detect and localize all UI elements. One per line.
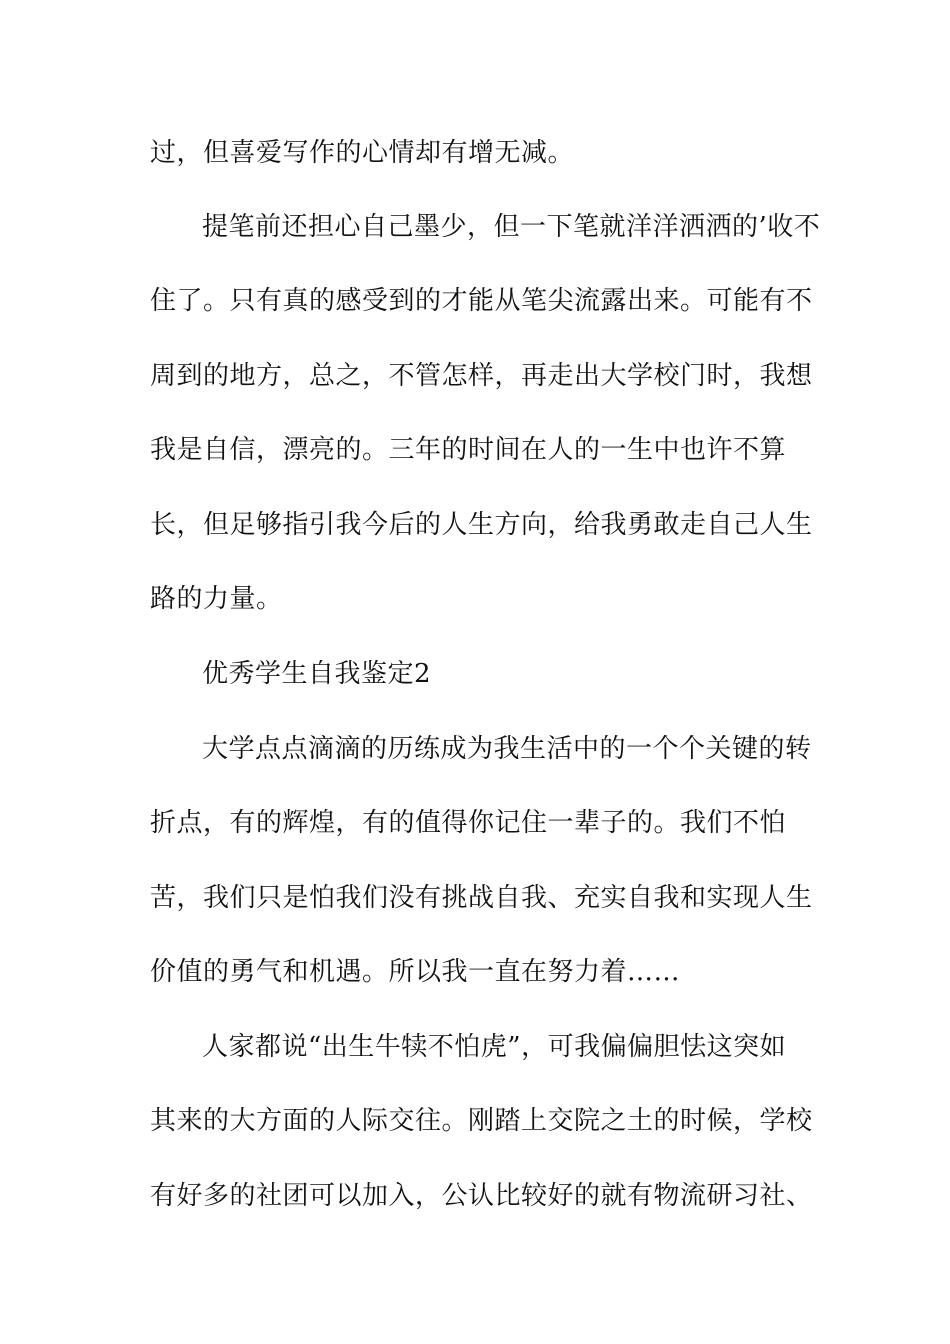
paragraph-line: 人家都说“出生牛犊不怕虎”，可我偏偏胆怯这突如 (202, 1032, 787, 1062)
paragraph-line: 我是自信，漂亮的。三年的时间在人的一生中也许不算 (150, 435, 787, 465)
paragraph-line: 苦，我们只是怕我们没有挑战自我、充实自我和实现人生 (150, 883, 813, 913)
paragraph-line: 提笔前还担心自己墨少，但一下笔就洋洋洒洒的’收不 (202, 212, 821, 242)
paragraph-line: 住了。只有真的感受到的才能从笔尖流露出来。可能有不 (150, 286, 813, 316)
paragraph-line: 折点，有的辉煌，有的值得你记住一辈子的。我们不怕 (150, 808, 787, 838)
paragraph-line: 其来的大方面的人际交往。刚踏上交院之土的时候，学校 (150, 1106, 813, 1136)
paragraph-line: 过，但喜爱写作的心情却有增无减。 (150, 138, 575, 168)
paragraph-line: 有好多的社团可以加入，公认比较好的就有物流研习社、 (150, 1181, 813, 1211)
section-heading: 优秀学生自我鉴定2 (202, 659, 432, 689)
paragraph-line: 价值的勇气和机遇。所以我一直在努力着…… (150, 957, 681, 987)
paragraph-line: 大学点点滴滴的历练成为我生活中的一个个关键的转 (202, 734, 812, 764)
paragraph-line: 周到的地方，总之，不管怎样，再走出大学校门时，我想 (150, 361, 813, 391)
paragraph-line: 长，但足够指引我今后的人生方向，给我勇敢走自己人生 (150, 510, 813, 540)
paragraph-line: 路的力量。 (150, 584, 283, 614)
